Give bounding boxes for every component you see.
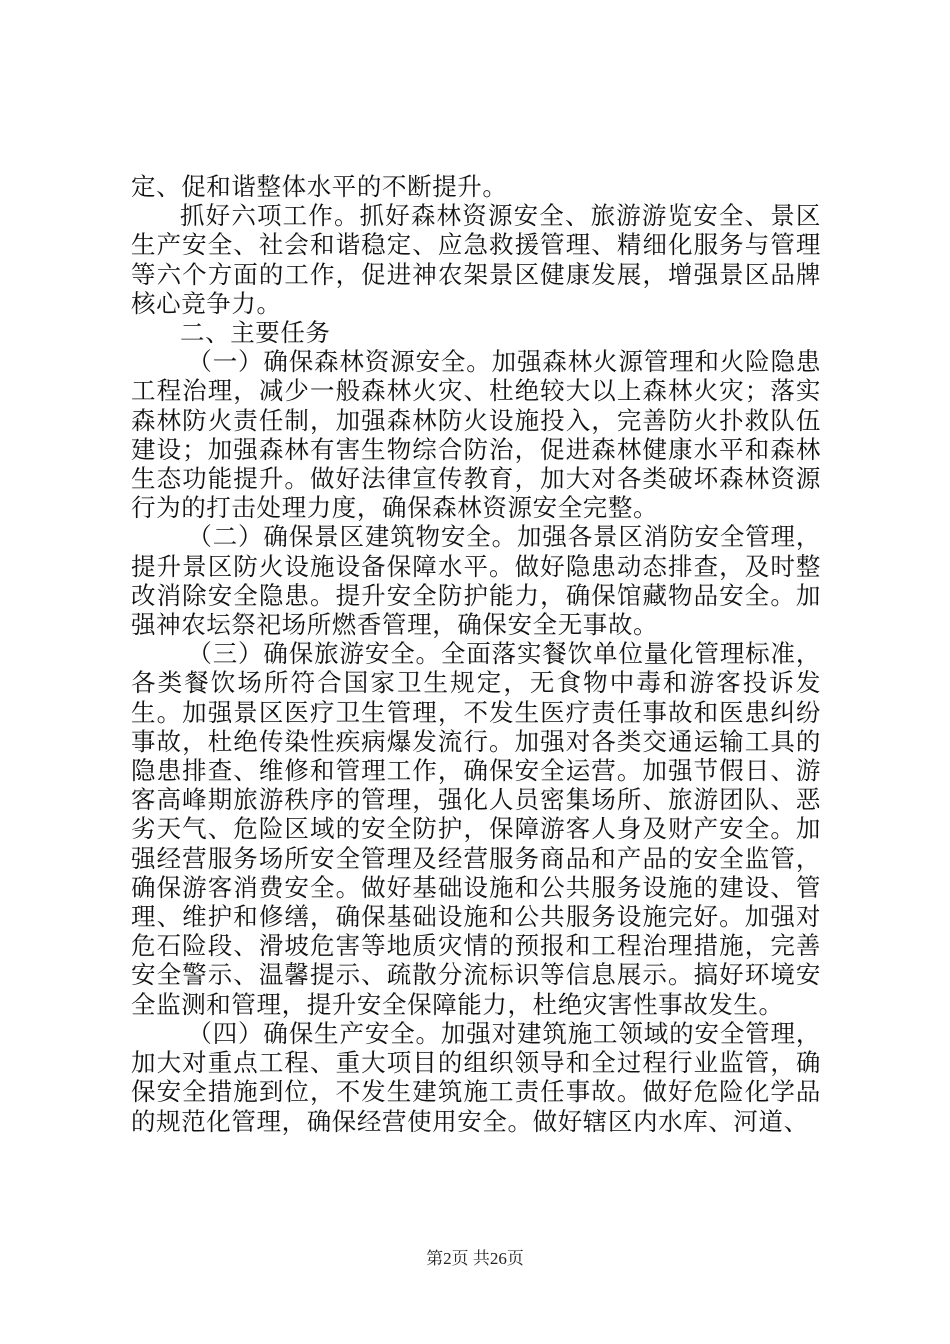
paragraph-continuation: 定、促和谐整体水平的不断提升。 xyxy=(131,172,508,201)
paragraph-building-safety: （二）确保景区建筑物安全。加强各景区消防安全管理，提升景区防火设施设备保障水平。做好隐患动态排查，及时整改消除安全隐患。提升安全防护能力，确保馆藏物品安全。加强神农坛祭祀场所燃香管理，确保安全无事故。 xyxy=(131,522,821,640)
document-body xyxy=(131,172,821,1136)
page-number-footer: 第2页 共26页 xyxy=(426,1249,524,1268)
paragraph-forest-safety: （一）确保森林资源安全。加强森林火源管理和火险隐患工程治理，减少一般森林火灾、杜绝较大以上森林火灾；落实森林防火责任制，加强森林防火设施投入，完善防火扑救队伍建设；加强森林有害生物综合防治，促进森林健康水平和森林生态功能提升。做好法律宣传教育，加大对各类破坏森林资源行为的打击处理力度，确保森林资源安全完整。 xyxy=(131,347,821,523)
section-heading-main-tasks: 二、主要任务 xyxy=(180,318,331,348)
paragraph-six-tasks: 抓好六项工作。抓好森林资源安全、旅游游览安全、景区生产安全、社会和谐稳定、应急救援管理、精细化服务与管理等六个方面的工作，促进神农架景区健康发展，增强景区品牌核心竞争力。 xyxy=(131,201,821,318)
paragraph-production-safety: （四）确保生产安全。加强对建筑施工领域的安全管理，加大对重点工程、重大项目的组织领导和全过程行业监管，确保安全措施到位，不发生建筑施工责任事故。做好危险化学品的规范化管理，确保经营使用安全。做好辖区内水库、河道、 xyxy=(131,1018,821,1136)
paragraph-tourism-safety: （三）确保旅游安全。全面落实餐饮单位量化管理标准，各类餐饮场所符合国家卫生规定，无食物中毒和游客投诉发生。加强景区医疗卫生管理，不发生医疗责任事故和医患纠纷事故，杜绝传染性疾病爆发流行。加强对各类交通运输工具的隐患排查、维修和管理工作，确保安全运营。加强节假日、游客高峰期旅游秩序的管理，强化人员密集场所、旅游团队、恶劣天气、危险区域的安全防护，保障游客人身及财产安全。加强经营服务场所安全管理及经营服务商品和产品的安全监管，确保游客消费安全。做好基础设施和公共服务设施的建设、管理、维护和修缮，确保基础设施和公共服务设施完好。加强对危石险段、滑坡危害等地质灾情的预报和工程治理措施，完善安全警示、温馨提示、疏散分流标识等信息展示。搞好环境安全监测和管理，提升安全保障能力，杜绝灾害性事故发生。 xyxy=(131,639,821,1019)
